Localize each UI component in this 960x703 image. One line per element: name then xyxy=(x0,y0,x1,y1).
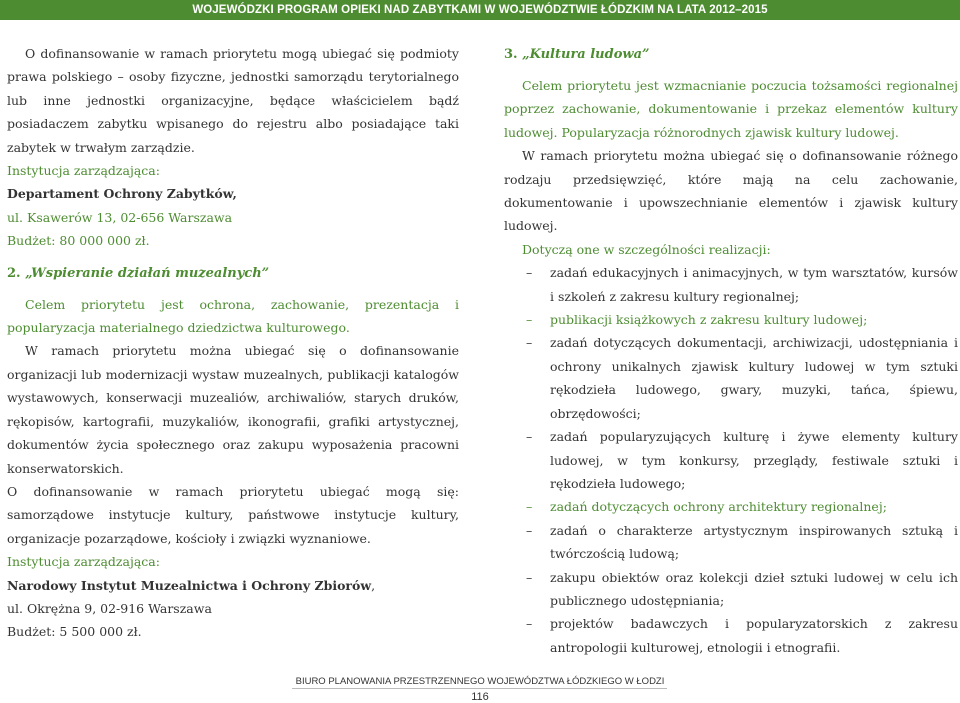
list-item xyxy=(504,612,958,659)
list-item-text: projektów badawczych i popularyzatorskich z zakresu antropologii kulturowej, etnologii i etnografii. xyxy=(550,616,958,655)
list-item xyxy=(504,495,958,518)
dash-bullet: – xyxy=(526,335,533,351)
section-intro: Celem priorytetu jest wzmacnianie poczucia tożsamości regionalnej poprzez zachowanie, dokumentowanie i przekaz elementów kultury ludowej. Popularyzacja różnorodnych zjawisk kultury ludowej. xyxy=(504,78,958,140)
section-paragraph: W ramach priorytetu można ubiegać się o dofinansowanie różnego rodzaju przedsięwzięć, które mają na celu zachowanie, dokumentowanie i upowszechnianie elementów i zjawisk kultury ludowej. xyxy=(504,148,958,234)
list-intro: Dotyczą one w szczególności realizacji: xyxy=(522,241,771,257)
managing-institution-name: Departament Ochrony Zabytków, xyxy=(7,186,237,202)
budget-line: Budżet: 80 000 000 zł. xyxy=(7,233,150,249)
list-item-text: zadań edukacyjnych i animacyjnych, w tym warsztatów, kursów i szkoleń z zakresu kultury regionalnej; xyxy=(550,265,958,304)
eligibility-paragraph-2: O dofinansowanie w ramach priorytetu ubiegać mogą się: samorządowe instytucje kultury, państwowe instytucje kultury, organizacje pozarządowe, kościoły i związki wyznaniowe. xyxy=(7,483,459,546)
dash-bullet: – xyxy=(526,616,533,632)
page-number: 116 xyxy=(471,691,489,703)
section-paragraph: W ramach priorytetu można ubiegać się o dofinansowanie organizacji lub modernizacji wystaw muzealnych, publikacji katalogów wystawowych, konserwacji muzealiów, archiwaliów, starych druków, rękopisów, kartografii, muzykaliów, ikonografii, grafiki artystycznej, dokumentów życia społecznego oraz zakupu wyposażenia pracowni konserwatorskich. xyxy=(7,343,459,476)
footer-organization: BIURO PLANOWANIA PRZESTRZENNEGO WOJEWÓDZTWA ŁÓDZKIEGO W ŁODZI xyxy=(295,676,665,687)
dash-bullet: – xyxy=(526,312,533,328)
managing-institution-address: ul. Ksawerów 13, 02-656 Warszawa xyxy=(7,209,233,225)
list-item xyxy=(504,519,958,566)
activities-list xyxy=(504,261,958,659)
left-column xyxy=(7,42,459,644)
section-number: 2. xyxy=(7,265,21,281)
institution-name-text: Narodowy Instytut Muzealnictwa i Ochrony Zbiorów xyxy=(7,577,372,593)
dash-bullet: – xyxy=(526,429,533,445)
dash-bullet: – xyxy=(526,522,533,538)
dash-bullet: – xyxy=(526,499,533,515)
list-item xyxy=(504,331,958,425)
section-intro: Celem priorytetu jest ochrona, zachowanie, prezentacja i popularyzacja materialnego dziedzictwa kulturowego. xyxy=(7,296,459,336)
list-item-text: zadań o charakterze artystycznym inspirowanych sztuką i twórczością ludową; xyxy=(550,522,958,562)
footer xyxy=(0,676,960,703)
list-item xyxy=(504,308,958,331)
section-title: „Wspieranie działań muzealnych” xyxy=(25,265,270,281)
institution-name-comma: , xyxy=(371,577,376,593)
list-item xyxy=(504,425,958,495)
section-heading-2 xyxy=(7,261,459,287)
header-bar xyxy=(0,0,960,20)
list-item xyxy=(504,566,958,613)
budget-line-2: Budżet: 5 500 000 zł. xyxy=(7,624,142,640)
list-item-text: zadań dotyczących dokumentacji, archiwizacji, udostępniania i ochrony unikalnych zjawisk kultury ludowej w tym sztuki rękodzieła ludowego, gwary, muzyki, tańca, śpiewu, obrzędowości; xyxy=(550,335,958,421)
right-column xyxy=(504,42,958,659)
managing-institution-label: Instytucja zarządzająca: xyxy=(7,163,160,179)
dash-bullet: – xyxy=(526,569,533,585)
section-title: „Kultura ludowa” xyxy=(522,47,650,62)
list-item-text: zadań popularyzujących kulturę i żywe elementy kultury ludowej, w tym konkursy, przeglądy, festiwale sztuki i rękodzieła ludowego; xyxy=(550,429,958,491)
list-item xyxy=(504,261,958,308)
section-number: 3. xyxy=(504,47,518,62)
list-item-text: zadań dotyczących ochrony architektury regionalnej; xyxy=(550,499,887,515)
managing-institution-name-2 xyxy=(7,574,459,597)
managing-institution-address-2: ul. Okrężna 9, 02-916 Warszawa xyxy=(7,600,212,616)
dash-bullet: – xyxy=(526,265,533,281)
managing-institution-label-2: Instytucja zarządzająca: xyxy=(7,554,160,570)
section-heading-3 xyxy=(504,42,958,68)
list-item-text: publikacji książkowych z zakresu kultury ludowej; xyxy=(550,312,868,328)
list-item-text: zakupu obiektów oraz kolekcji dzieł sztuki ludowej w celu ich publicznego udostępniania; xyxy=(550,569,958,608)
header-title: WOJEWÓDZKI PROGRAM OPIEKI NAD ZABYTKAMI W WOJEWÓDZTWIE ŁÓDZKIM NA LATA 2012–2015 xyxy=(192,4,768,16)
eligibility-paragraph: O dofinansowanie w ramach priorytetu mogą ubiegać się podmioty prawa polskiego – osoby fizyczne, jednostki samorządu terytorialnego lub inne jednostki organizacyjne, będące właścicielem bądź posiadaczem zabytku wpisanego do rejestru albo posiadające taki zabytek w trwałym zarządzie. xyxy=(7,46,459,155)
